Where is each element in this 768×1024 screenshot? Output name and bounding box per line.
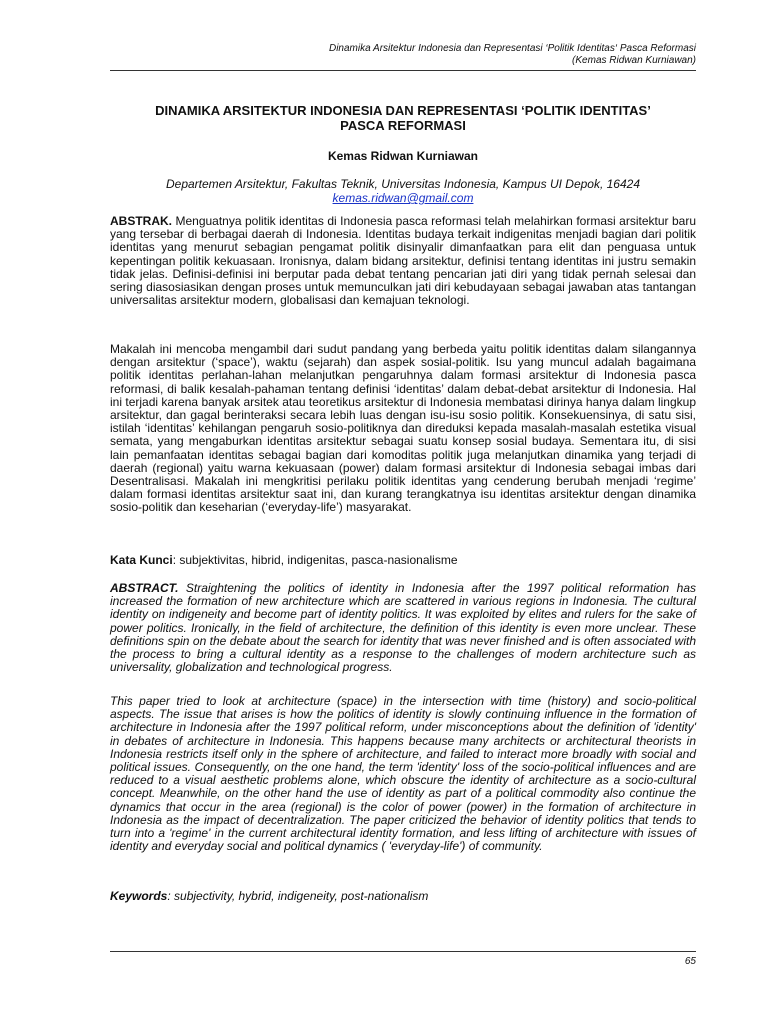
- keywords-text: : subjectivity, hybrid, indigeneity, post-nationalism: [167, 889, 429, 903]
- author-name: Kemas Ridwan Kurniawan: [327, 149, 479, 163]
- affiliation: [110, 177, 696, 205]
- paper-title-line-2: PASCA REFORMASI: [340, 118, 466, 133]
- abstrak-paragraph-1: [110, 215, 696, 307]
- keywords-label: Keywords: [110, 889, 168, 903]
- abstract-text-1: Straightening the politics of identity in Indonesia after the 1997 political reformation has increased the formation of new architecture which are scattered in various regions in Indonesia. The cultural identity on indigeneity and become part of identity politics. It was exploited by elites and rulers for the sake of power politics. Ironically, in the field of architecture, the definition of this identity is even more unclear. These definitions spin on the debate about the search for identity that was never finished and is often associated with the process to bring a cultural identity as a response to the challenges of modern architecture such as universality, globalization and technological progress.: [110, 581, 696, 675]
- abstrak-paragraph-2: Makalah ini mencoba mengambil dari sudut pandang yang berbeda yaitu politik identitas dalam silangannya dengan arsitektur (‘space’), waktu (sejarah) dan aspek sosial-politik. Isu yang muncul adalah bagaimana politik identitas perlahan-lahan melanjutkan pengaruhnya dalam formasi arsitektur di Indonesia pasca reformasi, di balik kesalah-pahaman tentang definisi ‘identitas’ dalam debat-debat arsitektur di Indonesia. Hal ini terjadi karena banyak arsitek atau teoretikus arsitektur di Indonesia membatasi dirinya hanya dalam lingkup arsitektur, dan gagal berinteraksi secara lebih luas dengan isu-isu sosio politik. Konsekuensinya, di satu sisi, istilah ‘identitas’ kehilangan pengaruh sosio-politiknya dan direduksi kepada masalah-masalah estetika visual semata, yang mengaburkan identitas arsitektur sebagai suatu konsep sosial budaya. Sementara itu, di sisi lain pemanfaatan identitas sebagai bagian dari komoditas politik juga melanjutkan dinamika yang terjadi di daerah (regional) yaitu warna kekuasaan (power) dalam formasi arsitektur di Indonesia sebagai imbas dari Desentralisasi. Makalah ini mengkritisi perilaku politik identitas yang cenderung berubah menjadi ‘regime’ dalam formasi identitas arsitektur saat ini, dan kurang terangkatnya isu identitas arsitektur dengan dinamika sosio-politik dan keseharian (‘everyday-life’) masyarakat.: [110, 342, 696, 515]
- kata-kunci-text: : subjektivitas, hibrid, indigenitas, pasca-nasionalisme: [172, 553, 458, 567]
- abstrak-label: ABSTRAK.: [110, 214, 172, 228]
- kata-kunci: [110, 554, 696, 567]
- footer-rule: [110, 951, 696, 952]
- abstract-label: ABSTRACT.: [110, 581, 179, 595]
- abstract-paragraph-2: This paper tried to look at architecture (space) in the intersection with time (history) and socio-political aspects. The issue that arises is how the politics of identity is slowly continuing influence in the formation of architecture in Indonesia after the 1997 political reform, under misconceptions about the definition of 'identity' in debates of architecture in Indonesia. This happens because many architects or architectural theorists in Indonesia restricts itself only in the sphere of architecture, and failed to interact more broadly with social and political issues. Consequently, on the one hand, the term 'identity' loss of the socio-political influences and are reduced to a visual aesthetic problems alone, which obscure the identity of architecture as a socio-cultural concept. Meanwhile, on the other hand the use of identity as part of a political commodity also continue the dynamics that occur in the area (regional) is the color of power (power) in the formation of architecture in Indonesia as the impact of decentralization. The paper criticized the behavior of identity politics that tends to turn into a 'regime' in the current architectural identity formation, and less lifting of architecture with issues of identity and everyday social and political dynamics ( 'everyday-life') of community.: [110, 694, 696, 854]
- running-header-author: (Kemas Ridwan Kurniawan): [572, 55, 696, 66]
- abstrak-text-1: Menguatnya politik identitas di Indonesia pasca reformasi telah melahirkan formasi arsitektur baru yang tersebar di berbagai daerah di Indonesia. Identitas budaya terkait indigenitas menjadi bagian dari politik identitas yang menurut sebagian pengamat politik disinyalir dimanfaatkan para elit dan penguasa untuk kepentingan politik kekuasaan. Ironisnya, dalam bidang arsitektur, definisi tentang identitas ini justru semakin tidak jelas. Definisi-definisi ini berputar pada debat tentang pencarian jati diri yang tidak pernah selesai dan sering diasosiasikan dengan proses untuk memunculkan jati diri kebudayaan sebagai jawaban atas tantangan universalitas arsitektur modern, globalisasi dan kemajuan teknologi.: [110, 214, 696, 308]
- paper-title: [110, 103, 696, 133]
- running-header: [96, 43, 696, 67]
- paper-title-line-1: DINAMIKA ARSITEKTUR INDONESIA DAN REPRESENTASI ‘POLITIK IDENTITAS’: [155, 103, 651, 118]
- affiliation-text: Departemen Arsitektur, Fakultas Teknik, Universitas Indonesia, Kampus UI Depok, 16424: [165, 177, 640, 191]
- keywords: [110, 890, 696, 903]
- email-link[interactable]: kemas.ridwan@gmail.com: [332, 191, 474, 205]
- kata-kunci-label: Kata Kunci: [110, 553, 173, 567]
- page-number: 65: [684, 956, 696, 967]
- running-header-title: Dinamika Arsitektur Indonesia dan Representasi ‘Politik Identitas‘ Pasca Reformasi: [328, 43, 696, 54]
- abstract-paragraph-1: [110, 582, 696, 674]
- header-rule: [110, 70, 696, 71]
